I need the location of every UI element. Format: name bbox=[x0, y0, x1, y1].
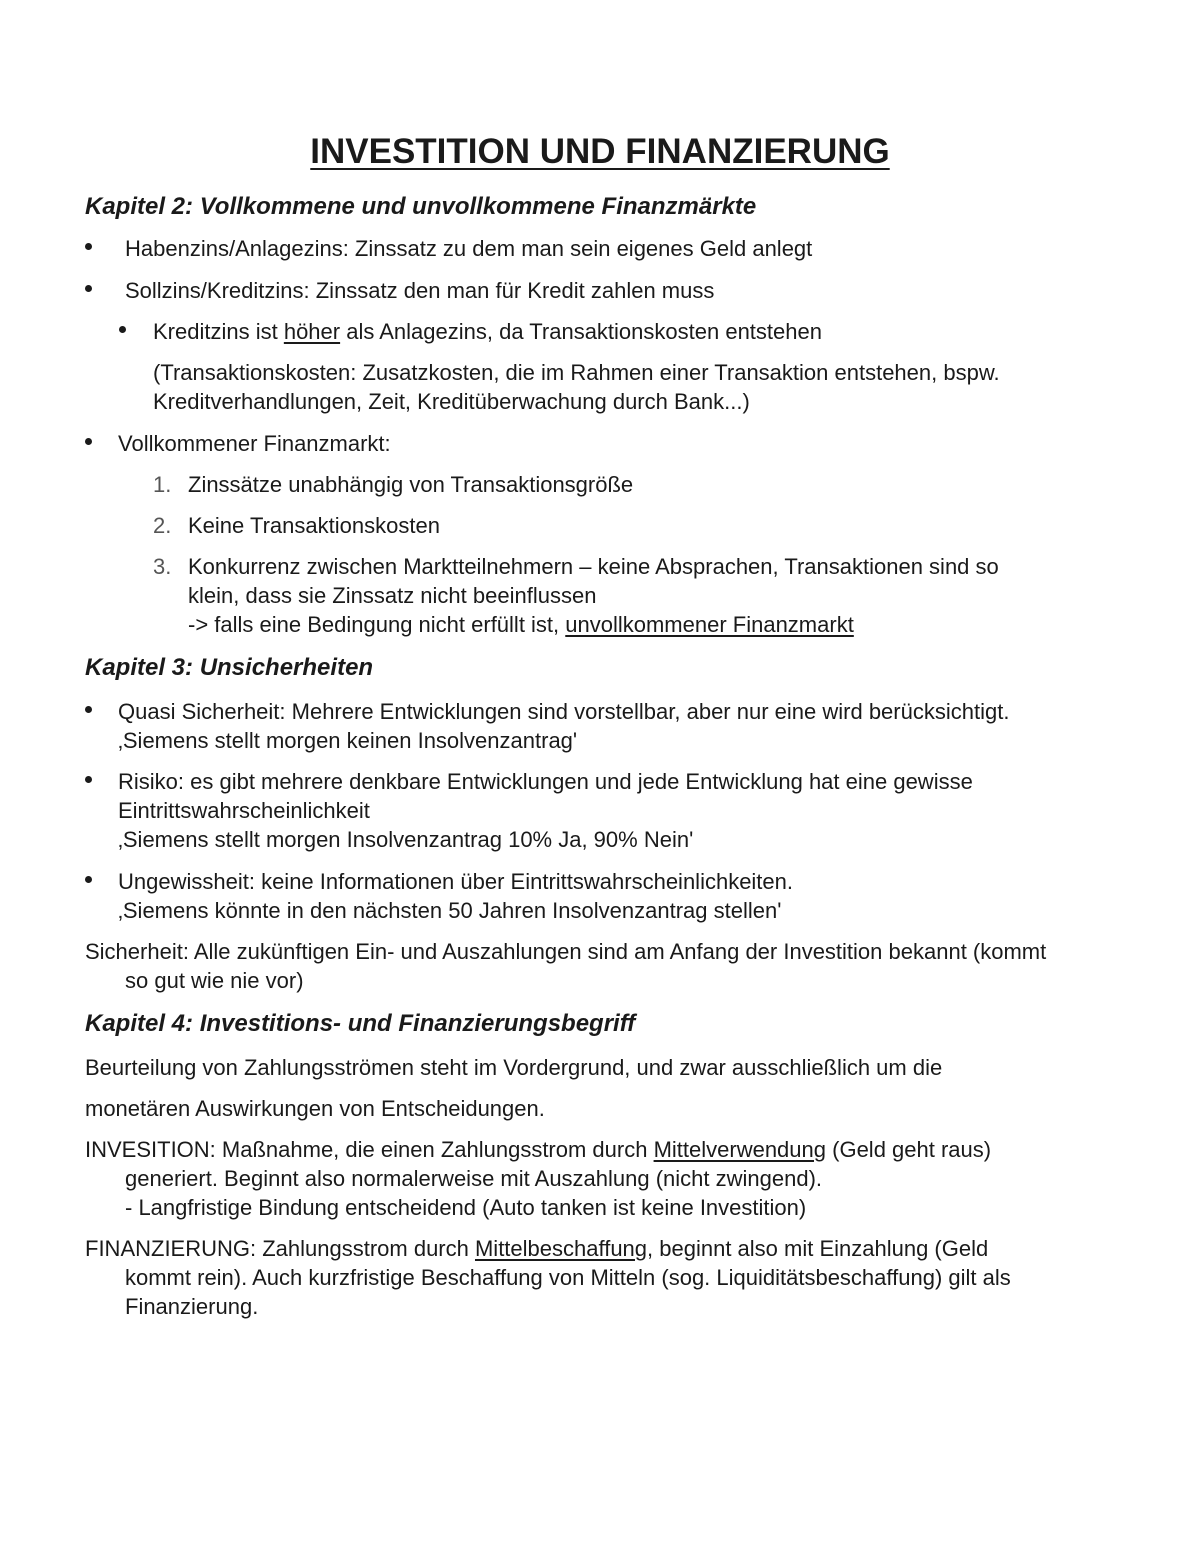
quasi-sicherheit-line-1: Quasi Sicherheit: Mehrere Entwicklungen sind vorstellbar, aber nur eine wird berücksichtigt. bbox=[118, 699, 1010, 724]
chapter-2-heading: Kapitel 2: Vollkommene und unvollkommene Finanzmärkte bbox=[85, 193, 757, 220]
bullet-icon bbox=[85, 438, 92, 445]
condition-3-line-2: klein, dass sie Zinssatz nicht beeinflussen bbox=[188, 583, 597, 608]
ungewissheit-line-2: ‚Siemens könnte in den nächsten 50 Jahren Insolvenzantrag stellen' bbox=[118, 898, 782, 923]
finanzierung-definition-line-1: FINANZIERUNG: Zahlungsstrom durch Mittelbeschaffung, beginnt also mit Einzahlung (Geld bbox=[85, 1236, 989, 1261]
quasi-sicherheit-line-2: ‚Siemens stellt morgen keinen Insolvenzantrag' bbox=[118, 728, 578, 753]
investition-definition-line-2: generiert. Beginnt also normalerweise mit Auszahlung (nicht zwingend). bbox=[125, 1166, 823, 1191]
investition-definition-line-3: - Langfristige Bindung entscheidend (Auto tanken ist keine Investition) bbox=[125, 1195, 807, 1220]
list-number: 2. bbox=[153, 513, 172, 538]
list-number: 1. bbox=[153, 472, 172, 497]
bullet-icon bbox=[85, 876, 92, 883]
condition-2: Keine Transaktionskosten bbox=[188, 513, 440, 538]
chapter-3-heading: Kapitel 3: Unsicherheiten bbox=[85, 654, 374, 681]
chapter-4-heading: Kapitel 4: Investitions- und Finanzierungsbegriff bbox=[85, 1010, 636, 1037]
document-title: INVESTITION UND FINANZIERUNG bbox=[310, 132, 890, 171]
condition-3-line-3: -> falls eine Bedingung nicht erfüllt ist, unvollkommener Finanzmarkt bbox=[188, 612, 854, 637]
condition-3-line-1: Konkurrenz zwischen Marktteilnehmern – keine Absprachen, Transaktionen sind so bbox=[188, 554, 999, 579]
bullet-vollkommener-finanzmarkt: Vollkommener Finanzmarkt: bbox=[118, 431, 391, 456]
transaktionskosten-note-line-1: (Transaktionskosten: Zusatzkosten, die im Rahmen einer Transaktion entstehen, bspw. bbox=[153, 360, 1000, 385]
risiko-line-2: Eintrittswahrscheinlichkeit bbox=[118, 798, 370, 823]
condition-1: Zinssätze unabhängig von Transaktionsgröße bbox=[188, 472, 634, 497]
investition-definition-line-1: INVESITION: Maßnahme, die einen Zahlungsstrom durch Mittelverwendung (Geld geht raus) bbox=[85, 1137, 992, 1162]
bullet-icon bbox=[119, 326, 126, 333]
bullet-sollzins: Sollzins/Kreditzins: Zinssatz den man für Kredit zahlen muss bbox=[125, 278, 715, 303]
sicherheit-line-1: Sicherheit: Alle zukünftigen Ein- und Auszahlungen sind am Anfang der Investition bekannt (kommt bbox=[85, 939, 1047, 964]
paragraph-line-1: Beurteilung von Zahlungsströmen steht im Vordergrund, und zwar ausschließlich um die bbox=[85, 1055, 943, 1080]
list-number: 3. bbox=[153, 554, 172, 579]
risiko-line-1: Risiko: es gibt mehrere denkbare Entwicklungen und jede Entwicklung hat eine gewisse bbox=[118, 769, 973, 794]
risiko-line-3: ‚Siemens stellt morgen Insolvenzantrag 10% Ja, 90% Nein' bbox=[118, 827, 694, 852]
transaktionskosten-note-line-2: Kreditverhandlungen, Zeit, Kreditüberwachung durch Bank...) bbox=[153, 389, 750, 414]
bullet-habenzins: Habenzins/Anlagezins: Zinssatz zu dem man sein eigenes Geld anlegt bbox=[125, 236, 813, 261]
finanzierung-definition-line-3: Finanzierung. bbox=[125, 1294, 259, 1319]
ungewissheit-line-1: Ungewissheit: keine Informationen über Eintrittswahrscheinlichkeiten. bbox=[118, 869, 794, 894]
bullet-icon bbox=[85, 706, 92, 713]
sub-bullet-kreditzins: Kreditzins ist höher als Anlagezins, da Transaktionskosten entstehen bbox=[153, 319, 822, 344]
finanzierung-definition-line-2: kommt rein). Auch kurzfristige Beschaffung von Mitteln (sog. Liquiditätsbeschaffung) gilt als bbox=[125, 1265, 1011, 1290]
paragraph-line-2: monetären Auswirkungen von Entscheidungen. bbox=[85, 1096, 545, 1121]
bullet-icon bbox=[85, 243, 92, 250]
bullet-icon bbox=[85, 776, 92, 783]
bullet-icon bbox=[85, 285, 92, 292]
sicherheit-line-2: so gut wie nie vor) bbox=[125, 968, 304, 993]
